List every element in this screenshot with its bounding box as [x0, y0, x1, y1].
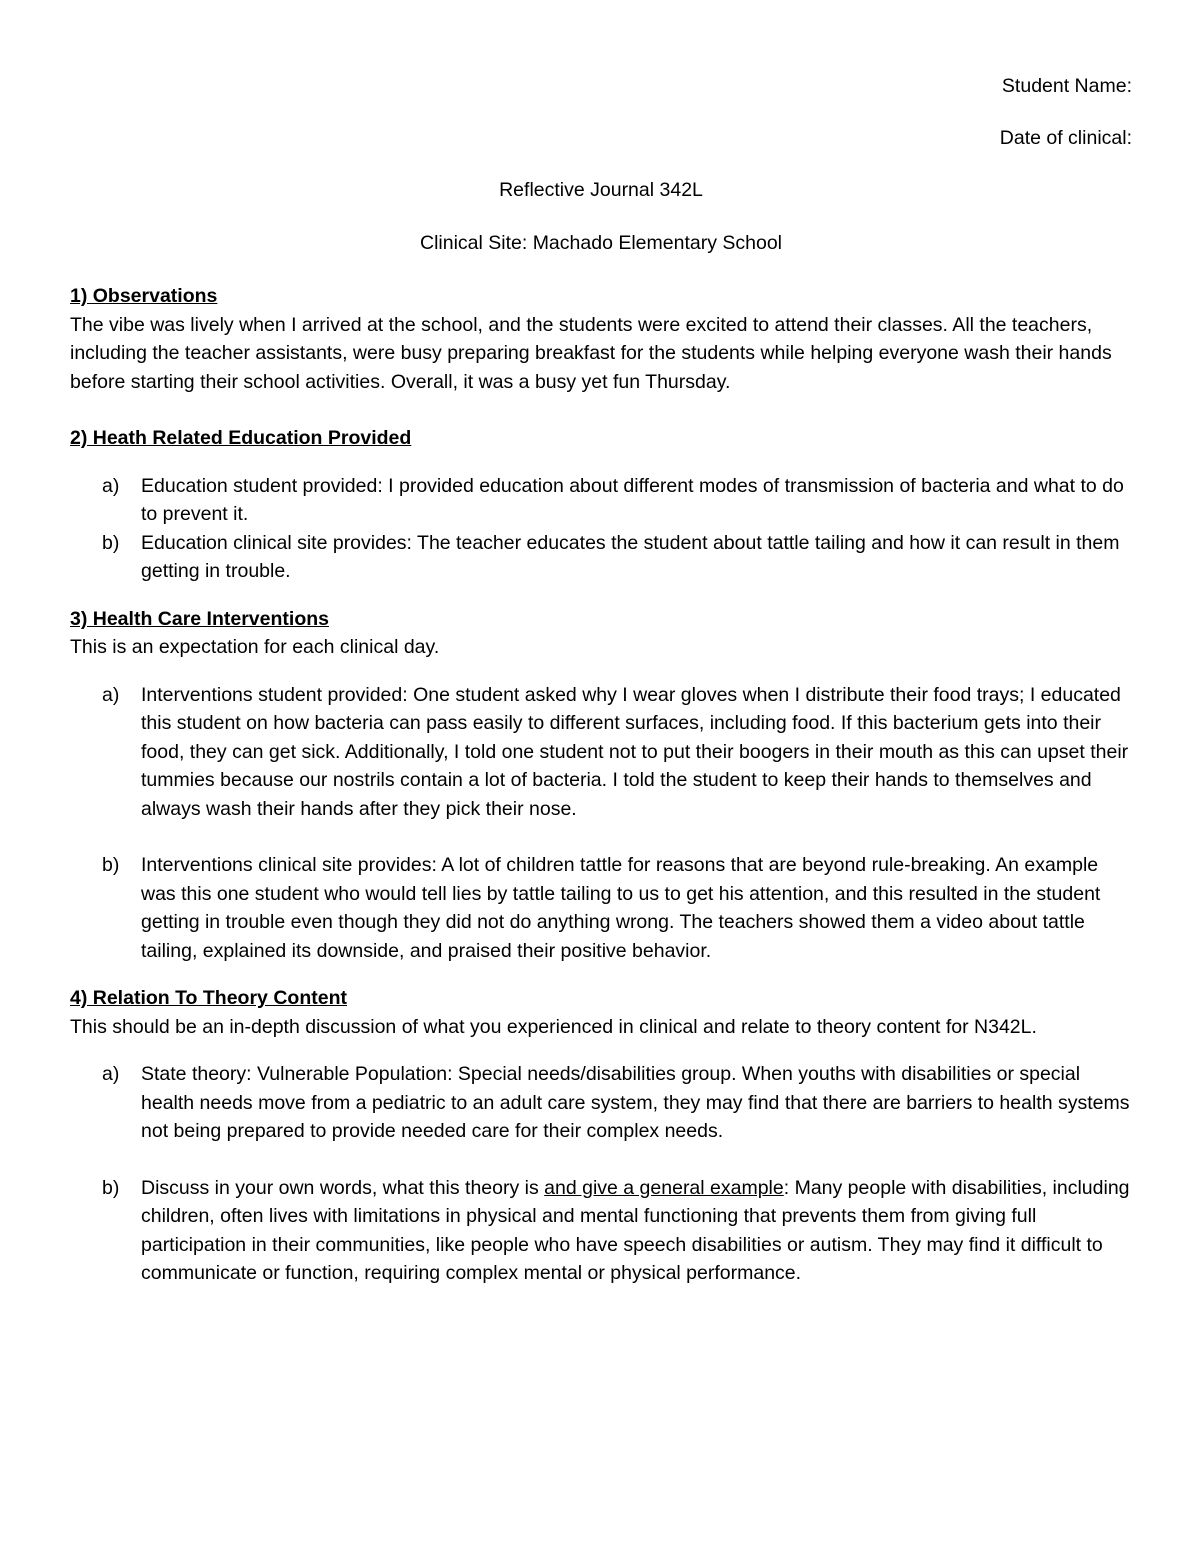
- list-item-prefix: Discuss in your own words, what this theory is: [141, 1176, 545, 1199]
- education-list: [70, 472, 1132, 586]
- observations-body: The vibe was lively when I arrived at the school, and the students were excited to attend their classes. All the teachers, including the teacher assistants, were busy preparing breakfast for the students while helping everyone wash their hands before starting their school activities. Overall, it was a busy yet fun Thursday.: [70, 313, 1112, 393]
- list-item-text: Education clinical site provides: The teacher educates the student about tattle tailing and how it can result in them getting in trouble.: [141, 531, 1120, 582]
- clinical-site: Clinical Site: Machado Elementary School: [419, 231, 782, 254]
- section-heading-observations: 1) Observations: [70, 285, 218, 307]
- theory-intro: This should be an in-depth discussion of what you experienced in clinical and relate to theory content for N342L.: [70, 1015, 1037, 1038]
- section-heading-theory: 4) Relation To Theory Content: [70, 987, 347, 1009]
- interventions-list: [70, 681, 1132, 966]
- list-item-text: Interventions student provided: One student asked why I wear gloves when I distribute their food trays; I educated this student on how bacteria can pass easily to different surfaces, including food. If this bacterium gets into their food, they can get sick. Additionally, I told one student not to put their boogers in their mouth as this can upset their tummies because our nostrils contain a lot of bacteria. I told the student to keep their hands to themselves and always wash their hands after they pick their nose.: [141, 683, 1129, 820]
- interventions-intro: This is an expectation for each clinical day.: [70, 636, 440, 658]
- list-item: [70, 529, 1132, 586]
- list-marker: a): [102, 683, 120, 706]
- list-item: [70, 472, 1132, 529]
- list-marker: a): [102, 474, 120, 497]
- date-of-clinical-label: Date of clinical:: [999, 126, 1132, 149]
- list-item: [70, 681, 1132, 824]
- list-item-text: : Many people with disabilities, including children, often lives with limitations in physical and mental functioning that prevents them from giving full participation in their communities, like people who have speech disabilities or autism. They may find it difficult to communicate or function, requiring complex mental or physical performance.: [141, 1176, 1130, 1284]
- list-marker: b): [102, 854, 120, 876]
- document-page: [70, 72, 1132, 1288]
- section-heading-education: 2) Heath Related Education Provided: [70, 427, 412, 449]
- list-item-text: Interventions clinical site provides: A lot of children tattle for reasons that are beyond rule-breaking. An example was this one student who would tell lies by tattle tailing to us to get his attention, and this resulted in the student getting in trouble even though they did not do anything wrong. The teachers showed them a video about tattle tailing, explained its downside, and praised their positive behavior.: [141, 854, 1101, 962]
- list-item: [70, 851, 1132, 965]
- list-item-text: Education student provided: I provided education about different modes of transmission of bacteria and what to do to prevent it.: [141, 474, 1124, 525]
- list-item: [70, 1174, 1132, 1288]
- student-name-label: Student Name:: [1001, 75, 1132, 97]
- section-heading-interventions: 3) Health Care Interventions: [70, 607, 329, 630]
- list-marker: b): [102, 1176, 120, 1199]
- list-marker: a): [102, 1063, 120, 1085]
- list-item-text: State theory: Vulnerable Population: Special needs/disabilities group. When youths with disabilities or special health needs move from a pediatric to an adult care system, they may find that there are barriers to health systems not being prepared to provide needed care for their complex needs.: [141, 1063, 1130, 1142]
- theory-list: [70, 1060, 1132, 1288]
- list-item: [70, 1060, 1132, 1146]
- document-title: Reflective Journal 342L: [499, 179, 703, 201]
- underlined-phrase: and give a general example: [544, 1176, 784, 1199]
- list-marker: b): [102, 531, 120, 554]
